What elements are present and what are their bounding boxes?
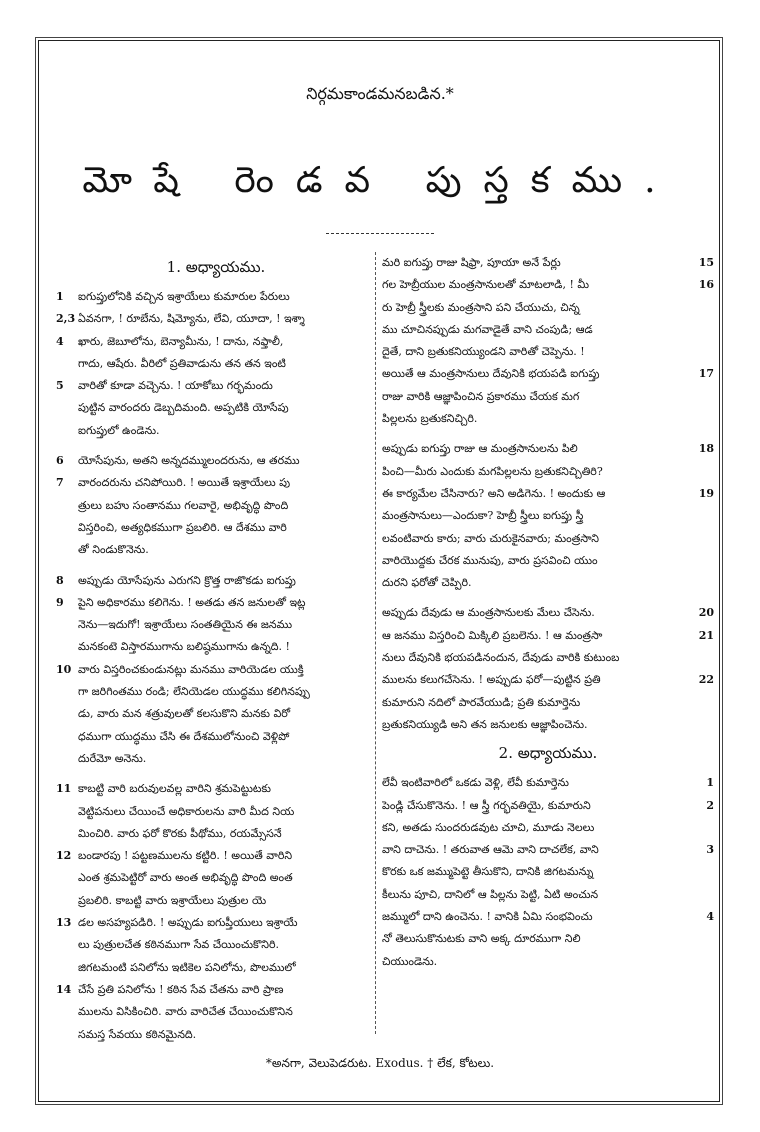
verse-number: 2,3 xyxy=(56,312,76,326)
verse-text: జిగటమంటి పనిలోను ఇటికెల పనిలోను, పొలములో xyxy=(78,960,296,974)
left-column xyxy=(56,252,376,1054)
text-line xyxy=(382,297,714,319)
verse-text: లేవీ ఇంటివారిలో ఒకడు వెళ్లి, లేవీ కుమార్తెను xyxy=(382,776,569,790)
text-line xyxy=(56,681,376,703)
text-line xyxy=(56,636,376,658)
text-line xyxy=(382,483,714,505)
chapter-2-heading: 2. అధ్యాయము. xyxy=(498,744,598,763)
verse-text: అయితే ఆ మంత్రసానులు దేవునికి భయపడి ఐగుప్తు xyxy=(382,367,600,381)
verse-number: 9 xyxy=(56,595,64,609)
text-line xyxy=(56,397,376,419)
text-line xyxy=(382,252,714,274)
text-line xyxy=(382,884,714,906)
text-line xyxy=(56,801,376,823)
paragraph xyxy=(56,570,376,771)
text-line xyxy=(382,602,714,624)
verse-text: ఏవనగా, ! రూబేను, షిమ్యోను, లేవి, యూదా, ! ఇశ్శా xyxy=(78,312,305,326)
text-line xyxy=(382,669,714,691)
verse-text: చియుండెను. xyxy=(382,954,438,968)
verse-number: 6 xyxy=(56,454,64,468)
verse-text: ములను కలుగచేసెను. ! అప్పుడు ఫరో—పుట్టిన ప్రతి xyxy=(382,673,601,687)
text-line xyxy=(56,890,376,912)
verse-text: గా జరిగింతము రండి; లేనియెడల యుద్ధము కలిగినప్పు xyxy=(78,685,310,699)
verse-text: మనకంటె విస్తారముగాను బలిష్ఠముగాను ఉన్నది. ! xyxy=(78,640,290,654)
text-line xyxy=(382,461,714,483)
text-line xyxy=(56,570,376,592)
verse-text: ఈ కార్యమేల చేసినారు? అని అడిగెను. ! అందుకు ఆ xyxy=(382,486,606,500)
column-divider xyxy=(375,252,376,1034)
verse-text: మరి ఐగుప్తు రాజు షిఫ్రా, పూయా అనే పేర్లు xyxy=(382,256,561,269)
verse-text: అప్పుడు ఐగుప్తు రాజు ఆ మంత్రసానులను పిలి xyxy=(382,442,578,456)
verse-text: ఆ జనము విస్తరించి మిక్కిలి ప్రబలెను. ! ఆ మంత్రసా xyxy=(382,628,603,642)
book-subheading: నిర్గమకాండమనబడిన.* xyxy=(306,84,454,103)
verse-text: మించిరి. వారు ఫరో కొరకు పీథోము, రయమ్సేసనే xyxy=(78,826,282,840)
right-column xyxy=(382,252,714,981)
verse-text: ధముగా యుద్ధము చేసి ఈ దేశములోనుంచి వెళ్లిపో xyxy=(78,729,290,743)
verse-text: డల అసహ్యపడిరి. ! అప్పుడు ఐగుప్తీయులు ఇశ్రాయే xyxy=(78,916,298,930)
text-line xyxy=(56,823,376,845)
verse-text: లు పుత్రులచేత కఠినముగా సేవ చేయించుకొనిరి. xyxy=(78,938,279,952)
verse-text: పించి—మీరు ఎందుకు మగపిల్లలను బ్రతుకనిచ్చితిరి? xyxy=(382,464,603,478)
chapter-2-text xyxy=(382,772,714,973)
text-line xyxy=(382,795,714,817)
verse-text: పుట్టిన వారందరు డెబ్బదిమంది. అప్పటికి యోసేపు xyxy=(78,401,289,415)
verse-text: ఖారు, జెబూలోను, బెన్యామీను, ! దాను, నఫ్తాలీ, xyxy=(78,334,284,348)
text-line xyxy=(382,906,714,928)
text-line xyxy=(56,539,376,561)
verse-text: కాబట్టి వారి బరువులవల్ల వారిని శ్రమపెట్టుటకు xyxy=(78,782,271,796)
verse-text: త్రులు బహు సంతానము గలవారై, అభివృద్ధి పొంది xyxy=(78,498,289,512)
verse-text: ఐగుప్తులోనికి వచ్చిన ఇశ్రాయేలు కుమారుల పేరులు xyxy=(78,290,290,303)
verse-text: బ్రతుకనియ్యుడి అని తన జనులకు ఆజ్ఞాపించెను. xyxy=(382,717,588,731)
text-line xyxy=(382,928,714,950)
text-line xyxy=(382,647,714,669)
verse-text: గాదు, ఆషేరు. వీరిలో ప్రతివాడును తన తన ఇంటి xyxy=(78,356,286,370)
text-line xyxy=(56,934,376,956)
verse-number: 20 xyxy=(697,602,714,624)
paragraph xyxy=(56,778,376,1046)
verse-text: లవంటివారు కారు; వారు చురుకైనవారు; మంత్రసాని xyxy=(382,531,599,545)
verse-number: 18 xyxy=(697,438,714,460)
verse-number: 10 xyxy=(56,662,72,676)
text-line xyxy=(56,912,376,934)
text-line xyxy=(56,778,376,800)
text-line xyxy=(382,714,714,736)
verse-number: 22 xyxy=(697,669,714,691)
paragraph xyxy=(382,602,714,736)
verse-number: 8 xyxy=(56,573,64,587)
paragraph xyxy=(56,450,376,561)
title-rule xyxy=(326,233,434,234)
verse-number: 13 xyxy=(56,916,72,930)
verse-text: ఎంత శ్రమపెట్టిరో వారు అంత అభివృద్ధి పొంది అంత xyxy=(78,871,293,885)
left-column-text xyxy=(56,286,376,1046)
paragraph xyxy=(382,772,714,973)
verse-number: 19 xyxy=(697,483,714,505)
text-line xyxy=(382,528,714,550)
verse-text: ప్రబలిరి. కాబట్టి వారు ఇశ్రాయేలు పుత్రుల యె xyxy=(78,893,267,907)
verse-number: 1 xyxy=(56,290,64,303)
verse-text: కొరకు ఒక జమ్ముపెట్టె తీసుకొని, దానికి జిగటమన్ను xyxy=(382,865,594,879)
book-title: మోషే రెండవ పుస్తకము. xyxy=(82,160,678,201)
text-line xyxy=(56,1001,376,1023)
text-line xyxy=(382,438,714,460)
paragraph xyxy=(56,286,376,442)
verse-number: 2 xyxy=(704,795,714,817)
verse-number: 4 xyxy=(56,334,64,348)
text-line xyxy=(56,957,376,979)
text-line xyxy=(56,375,376,397)
text-line xyxy=(56,517,376,539)
text-line xyxy=(382,951,714,973)
verse-text: దురని ఫరోతో చెప్పిరి. xyxy=(382,576,472,590)
verse-number: 15 xyxy=(697,252,714,274)
text-line xyxy=(56,450,376,472)
text-line xyxy=(56,614,376,636)
verse-text: నెను—ఇదుగో! ఇశ్రాయేలు సంతతియైన ఈ జనము xyxy=(78,618,293,632)
verse-text: మంత్రసానులు—ఎందుకా? హెబ్రీ స్త్రీలు ఐగుప్తు స్త్రీ xyxy=(382,509,584,523)
verse-number: 16 xyxy=(697,274,714,296)
verse-number: 1 xyxy=(704,772,714,794)
verse-text: ఐగుప్తులో ఉండెను. xyxy=(78,423,160,437)
verse-number: 14 xyxy=(56,982,72,996)
verse-number: 7 xyxy=(56,476,64,490)
text-line xyxy=(382,319,714,341)
text-line xyxy=(382,692,714,714)
text-line xyxy=(56,867,376,889)
text-line xyxy=(382,625,714,647)
text-line xyxy=(382,861,714,883)
text-line xyxy=(56,979,376,1001)
verse-number: 21 xyxy=(697,625,714,647)
text-line xyxy=(56,845,376,867)
verse-text: పిల్లలను బ్రతుకనిచ్చిరి. xyxy=(382,412,478,426)
verse-text: నో తెలుసుకొనుటకు వాని అక్క దూరముగా నిలి xyxy=(382,932,581,946)
text-line xyxy=(56,331,376,353)
verse-number: 12 xyxy=(56,849,72,863)
verse-text: ము చూచినప్పుడు మగవాడైతే వాని చంపుడి; ఆడ xyxy=(382,322,593,336)
verse-text: దైతే, దాని బ్రతుకనియ్యుండని వారితో చెప్పెను. ! xyxy=(382,345,585,359)
verse-text: వెట్టిపనులు చేయించే అధికారులను వారి మీద నియ xyxy=(78,804,295,818)
verse-text: వారందరును చనిపోయిరి. ! అయితే ఇశ్రాయేలు పు xyxy=(78,476,291,490)
text-line xyxy=(382,274,714,296)
verse-text: వాని దాచెను. ! తరువాత ఆమె వాని దాచలేక, వాని xyxy=(382,843,599,857)
paragraph xyxy=(382,252,714,430)
verse-text: అప్పుడు దేవుడు ఆ మంత్రసానులకు మేలు చేసెను. xyxy=(382,606,595,620)
verse-text: యోసేపును, అతని అన్నదమ్ములందరును, ఆ తరము xyxy=(78,454,300,468)
text-line xyxy=(382,386,714,408)
verse-text: డు, వారు మన శత్రువులతో కలసుకొని మనకు విరో xyxy=(78,707,291,721)
verse-number: 4 xyxy=(704,906,714,928)
verse-text: కుమారుని నదిలో పారవేయుడి; ప్రతి కుమార్తెను xyxy=(382,695,581,709)
text-line xyxy=(382,550,714,572)
verse-number: 17 xyxy=(697,363,714,385)
text-line xyxy=(382,505,714,527)
verse-text: నులు దేవునికి భయపడినందున, దేవుడు వారికి కుటుంబ xyxy=(382,651,620,665)
verse-text: రు హెబ్రీ స్త్రీలకు మంత్రసాని పని చేయుచు, చిన్న xyxy=(382,300,580,314)
verse-number: 3 xyxy=(704,839,714,861)
text-line xyxy=(382,772,714,794)
text-line xyxy=(56,495,376,517)
text-line xyxy=(56,659,376,681)
verse-text: పెండ్లి చేసుకొనెను. ! ఆ స్త్రీ గర్భవతియై, కుమారుని xyxy=(382,798,591,812)
verse-text: చేసే ప్రతి పనిలోను ! కఠిన సేవ చేతను వారి ప్రాణ xyxy=(78,982,284,996)
paragraph xyxy=(382,438,714,594)
verse-text: గల హెబ్రీయుల మంత్రసానులతో మాటలాడి, ! మీ xyxy=(382,278,589,292)
footnote: *అనగా, వెలుపెడరుట. Exodus. † లేక, కోటలు. xyxy=(265,1056,495,1070)
verse-text: బండారపు ! పట్టణములను కట్టిరి. ! అయితే వారిని xyxy=(78,849,293,863)
text-line xyxy=(382,408,714,430)
verse-text: వారియొద్దకు చేరక మునుపు, వారు ప్రసవించి యుం xyxy=(382,553,598,567)
verse-text: కీలును పూచి, దానిలో ఆ పిల్లను పెట్టి, ఏటి అంచున xyxy=(382,887,599,901)
verse-text: జమ్ములో దాని ఉంచెను. ! వానికి ఏమి సంభవించు xyxy=(382,910,593,924)
verse-text: పైని అధికారము కలిగెను. ! అతడు తన జనులతో ఇట్ల xyxy=(78,595,306,609)
text-line xyxy=(382,363,714,385)
text-line xyxy=(56,748,376,770)
verse-text: సమస్త సేవయు కఠినమైనది. xyxy=(78,1027,197,1041)
text-line xyxy=(56,1024,376,1046)
text-line xyxy=(56,420,376,442)
text-line xyxy=(56,592,376,614)
verse-text: తో నిండుకొనెను. xyxy=(78,543,149,557)
text-line xyxy=(382,817,714,839)
verse-text: అప్పుడు యోసేపును ఎరుగని క్రొత్త రాజొకడు ఐగుప్తు xyxy=(78,573,296,587)
right-column-text xyxy=(382,252,714,736)
verse-text: వారితో కూడా వచ్చెను. ! యాకోబు గర్భమందు xyxy=(78,379,273,393)
text-line xyxy=(56,353,376,375)
verse-text: ములను విసికించిరి. వారు వారిచేత చేయించుకొనిన xyxy=(78,1005,293,1019)
verse-text: కని, అతడు సుందరుడవుట చూచి, మూడు నెలలు xyxy=(382,820,595,834)
text-line xyxy=(56,286,376,308)
text-line xyxy=(382,572,714,594)
text-line xyxy=(56,308,376,330)
text-line xyxy=(56,703,376,725)
text-line xyxy=(56,472,376,494)
verse-text: దురేమో అనెను. xyxy=(78,751,147,765)
chapter-1-heading: 1. అధ్యాయము. xyxy=(166,258,266,276)
text-line xyxy=(56,726,376,748)
verse-number: 11 xyxy=(56,782,72,796)
text-line xyxy=(382,341,714,363)
verse-text: విస్తరించి, అత్యధికముగా ప్రబలిరి. ఆ దేశము వారి xyxy=(78,520,287,534)
verse-text: రాజు వారికి ఆజ్ఞాపించిన ప్రకారము చేయక మగ xyxy=(382,389,580,403)
verse-number: 5 xyxy=(56,379,64,393)
verse-text: వారు విస్తరించకుండునట్లు మనము వారియెడల యుక్తి xyxy=(78,662,304,676)
text-line xyxy=(382,839,714,861)
